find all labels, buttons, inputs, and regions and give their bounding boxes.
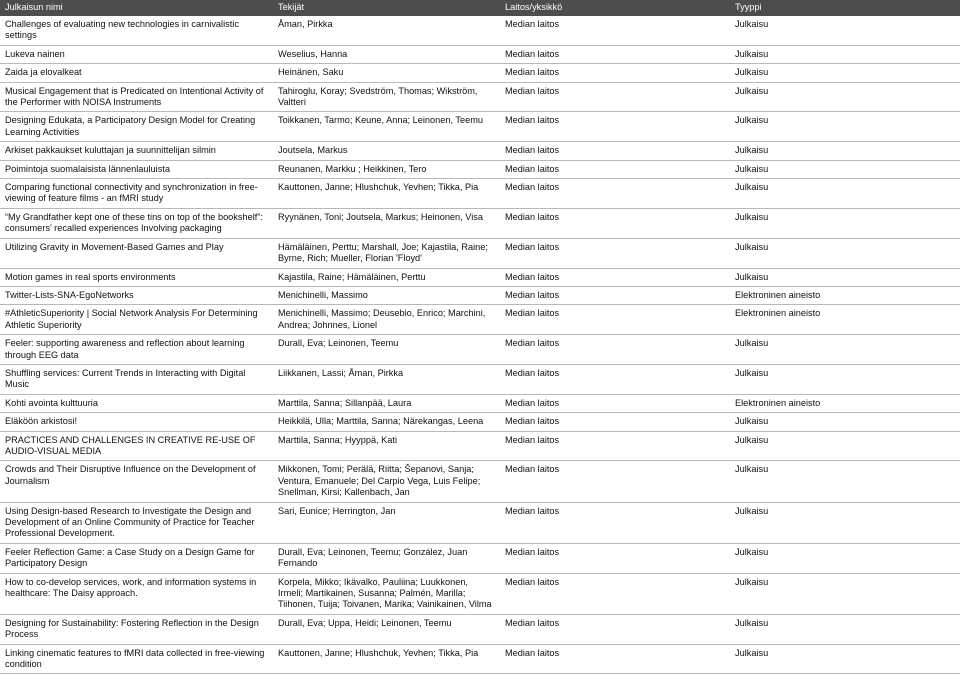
table-row	[0, 112, 960, 142]
header-type[interactable]: Tyyppi	[730, 0, 960, 16]
cell-unit: Median laitos	[500, 502, 730, 543]
cell-authors: Sari, Eunice; Herrington, Jan	[273, 502, 500, 543]
cell-authors: Liikkanen, Lassi; Åman, Pirkka	[273, 364, 500, 394]
cell-type: Julkaisu	[730, 335, 960, 365]
cell-authors: Heinänen, Saku	[273, 64, 500, 82]
cell-authors: Menichinelli, Massimo; Deusebio, Enrico; Marchini, Andrea; Johnnes, Lionel	[273, 305, 500, 335]
cell-type: Julkaisu	[730, 461, 960, 502]
cell-type: Julkaisu	[730, 45, 960, 63]
cell-title[interactable]: PRACTICES AND CHALLENGES IN CREATIVE RE-USE OF AUDIO-VISUAL MEDIA	[0, 431, 273, 461]
cell-type: Julkaisu	[730, 268, 960, 286]
cell-authors: Reunanen, Markku ; Heikkinen, Tero	[273, 160, 500, 178]
table-row	[0, 238, 960, 268]
cell-title[interactable]: Designing for Sustainability: Fostering Reflection in the Design Process	[0, 614, 273, 644]
cell-unit: Median laitos	[500, 305, 730, 335]
cell-unit: Median laitos	[500, 394, 730, 412]
cell-title[interactable]: Musical Engagement that is Predicated on Intentional Activity of the Performer with NOISA Instruments	[0, 82, 273, 112]
cell-authors: Marttila, Sanna; Sillanpää, Laura	[273, 394, 500, 412]
cell-title[interactable]: Poimintoja suomalaisista lännenlauluista	[0, 160, 273, 178]
cell-title[interactable]: Using Design-based Research to Investigate the Design and Development of an Online Community of Practice for Teacher Professional Development.	[0, 502, 273, 543]
cell-type: Julkaisu	[730, 179, 960, 209]
table-row	[0, 16, 960, 45]
header-title[interactable]: Julkaisun nimi	[0, 0, 273, 16]
table-row	[0, 573, 960, 614]
cell-title[interactable]: Crowds and Their Disruptive Influence on the Development of Journalism	[0, 461, 273, 502]
cell-type: Julkaisu	[730, 82, 960, 112]
cell-type: Julkaisu	[730, 160, 960, 178]
cell-unit: Median laitos	[500, 413, 730, 431]
cell-unit: Median laitos	[500, 543, 730, 573]
cell-title[interactable]: How to co-develop services, work, and information systems in healthcare: The Daisy approach.	[0, 573, 273, 614]
cell-unit: Median laitos	[500, 112, 730, 142]
cell-unit: Median laitos	[500, 364, 730, 394]
table-row	[0, 268, 960, 286]
cell-title[interactable]: Shuffling services: Current Trends in Interacting with Digital Music	[0, 364, 273, 394]
table-row	[0, 179, 960, 209]
cell-authors: Kajastila, Raine; Hämäläinen, Perttu	[273, 268, 500, 286]
table-row	[0, 413, 960, 431]
header-unit[interactable]: Laitos/yksikkö	[500, 0, 730, 16]
cell-title[interactable]: Comparing functional connectivity and synchronization in free-viewing of feature films - an fMRI study	[0, 179, 273, 209]
cell-title[interactable]: Twitter-Lists-SNA-EgoNetworks	[0, 286, 273, 304]
cell-unit: Median laitos	[500, 208, 730, 238]
cell-unit: Median laitos	[500, 431, 730, 461]
table-row	[0, 142, 960, 160]
cell-type: Julkaisu	[730, 364, 960, 394]
cell-authors: Tahiroglu, Koray; Svedström, Thomas; Wikström, Valtteri	[273, 82, 500, 112]
cell-type: Elektroninen aineisto	[730, 286, 960, 304]
cell-unit: Median laitos	[500, 461, 730, 502]
cell-title[interactable]: Utilizing Gravity in Movement-Based Games and Play	[0, 238, 273, 268]
cell-title[interactable]: Arkiset pakkaukset kuluttajan ja suunnittelijan silmin	[0, 142, 273, 160]
cell-unit: Median laitos	[500, 614, 730, 644]
cell-authors: Mikkonen, Tomi; Perälä, Riitta; Šepanovi, Sanja; Ventura, Emanuele; Del Carpio Vega, Luis Felipe; Snellman, Kirsi; Kallenbach, Jan	[273, 461, 500, 502]
cell-authors: Durall, Eva; Leinonen, Teemu	[273, 335, 500, 365]
cell-unit: Median laitos	[500, 573, 730, 614]
table-row	[0, 286, 960, 304]
cell-type: Julkaisu	[730, 112, 960, 142]
cell-unit: Median laitos	[500, 335, 730, 365]
cell-title[interactable]: Feeler: supporting awareness and reflection about learning through EEG data	[0, 335, 273, 365]
cell-title[interactable]: Feeler Reflection Game: a Case Study on a Design Game for Participatory Design	[0, 543, 273, 573]
cell-type: Julkaisu	[730, 644, 960, 674]
table-row	[0, 502, 960, 543]
cell-unit: Median laitos	[500, 644, 730, 674]
cell-unit: Median laitos	[500, 179, 730, 209]
cell-authors: Joutsela, Markus	[273, 142, 500, 160]
cell-unit: Median laitos	[500, 64, 730, 82]
cell-authors: Marttila, Sanna; Hyyppä, Kati	[273, 431, 500, 461]
cell-type: Julkaisu	[730, 431, 960, 461]
cell-unit: Median laitos	[500, 45, 730, 63]
cell-title[interactable]: Lukeva nainen	[0, 45, 273, 63]
table-row	[0, 394, 960, 412]
cell-title[interactable]: Kohti avointa kulttuuria	[0, 394, 273, 412]
cell-unit: Median laitos	[500, 142, 730, 160]
table-row	[0, 364, 960, 394]
cell-authors: Hämäläinen, Perttu; Marshall, Joe; Kajastila, Raine; Byrne, Rich; Mueller, Florian 'Floyd'	[273, 238, 500, 268]
cell-type: Julkaisu	[730, 208, 960, 238]
cell-type: Julkaisu	[730, 16, 960, 45]
cell-unit: Median laitos	[500, 238, 730, 268]
table-row	[0, 208, 960, 238]
cell-unit: Median laitos	[500, 268, 730, 286]
cell-unit: Median laitos	[500, 82, 730, 112]
cell-type: Julkaisu	[730, 502, 960, 543]
cell-authors: Korpela, Mikko; Ikävalko, Pauliina; Luukkonen, Irmeli; Martikainen, Susanna; Palmén, Marilla; Tiihonen, Tuija; Toivanen, Marika; Vainikainen, Vilma	[273, 573, 500, 614]
cell-authors: Durall, Eva; Uppa, Heidi; Leinonen, Teemu	[273, 614, 500, 644]
header-authors[interactable]: Tekijät	[273, 0, 500, 16]
cell-authors: Toikkanen, Tarmo; Keune, Anna; Leinonen, Teemu	[273, 112, 500, 142]
cell-unit: Median laitos	[500, 16, 730, 45]
table-body	[0, 16, 960, 674]
table-row	[0, 614, 960, 644]
cell-unit: Median laitos	[500, 160, 730, 178]
cell-title[interactable]: Designing Edukata, a Participatory Design Model for Creating Learning Activities	[0, 112, 273, 142]
header-row	[0, 0, 960, 16]
cell-title[interactable]: Eläköön arkistosi!	[0, 413, 273, 431]
cell-type: Julkaisu	[730, 543, 960, 573]
cell-title[interactable]: Motion games in real sports environments	[0, 268, 273, 286]
cell-title[interactable]: Linking cinematic features to fMRI data collected in free-viewing condition	[0, 644, 273, 674]
cell-type: Julkaisu	[730, 614, 960, 644]
cell-type: Julkaisu	[730, 573, 960, 614]
cell-authors: Weselius, Hanna	[273, 45, 500, 63]
cell-authors: Menichinelli, Massimo	[273, 286, 500, 304]
cell-unit: Median laitos	[500, 286, 730, 304]
cell-type: Elektroninen aineisto	[730, 394, 960, 412]
cell-authors: Heikkilä, Ulla; Marttila, Sanna; Närekangas, Leena	[273, 413, 500, 431]
cell-type: Elektroninen aineisto	[730, 305, 960, 335]
cell-title[interactable]: “My Grandfather kept one of these tins on top of the bookshelf”: consumers’ recalled experiences Involving packaging	[0, 208, 273, 238]
cell-authors: Kauttonen, Janne; Hlushchuk, Yevhen; Tikka, Pia	[273, 179, 500, 209]
table-row	[0, 543, 960, 573]
table-row	[0, 160, 960, 178]
cell-type: Julkaisu	[730, 413, 960, 431]
table-row	[0, 305, 960, 335]
table-row	[0, 64, 960, 82]
cell-title[interactable]: Zaida ja elovalkeat	[0, 64, 273, 82]
cell-authors: Durall, Eva; Leinonen, Teemu; González, Juan Fernando	[273, 543, 500, 573]
table-row	[0, 335, 960, 365]
cell-title[interactable]: Challenges of evaluating new technologies in carnivalistic settings	[0, 16, 273, 45]
table-row	[0, 644, 960, 674]
table-row	[0, 82, 960, 112]
cell-type: Julkaisu	[730, 142, 960, 160]
cell-authors: Kauttonen, Janne; Hlushchuk, Yevhen; Tikka, Pia	[273, 644, 500, 674]
cell-type: Julkaisu	[730, 64, 960, 82]
cell-authors: Åman, Pirkka	[273, 16, 500, 45]
cell-title[interactable]: #AthleticSuperiority | Social Network Analysis For Determining Athletic Superiority	[0, 305, 273, 335]
table-row	[0, 431, 960, 461]
table-row	[0, 461, 960, 502]
cell-type: Julkaisu	[730, 238, 960, 268]
cell-authors: Ryynänen, Toni; Joutsela, Markus; Heinonen, Visa	[273, 208, 500, 238]
table-row	[0, 45, 960, 63]
table-header	[0, 0, 960, 16]
